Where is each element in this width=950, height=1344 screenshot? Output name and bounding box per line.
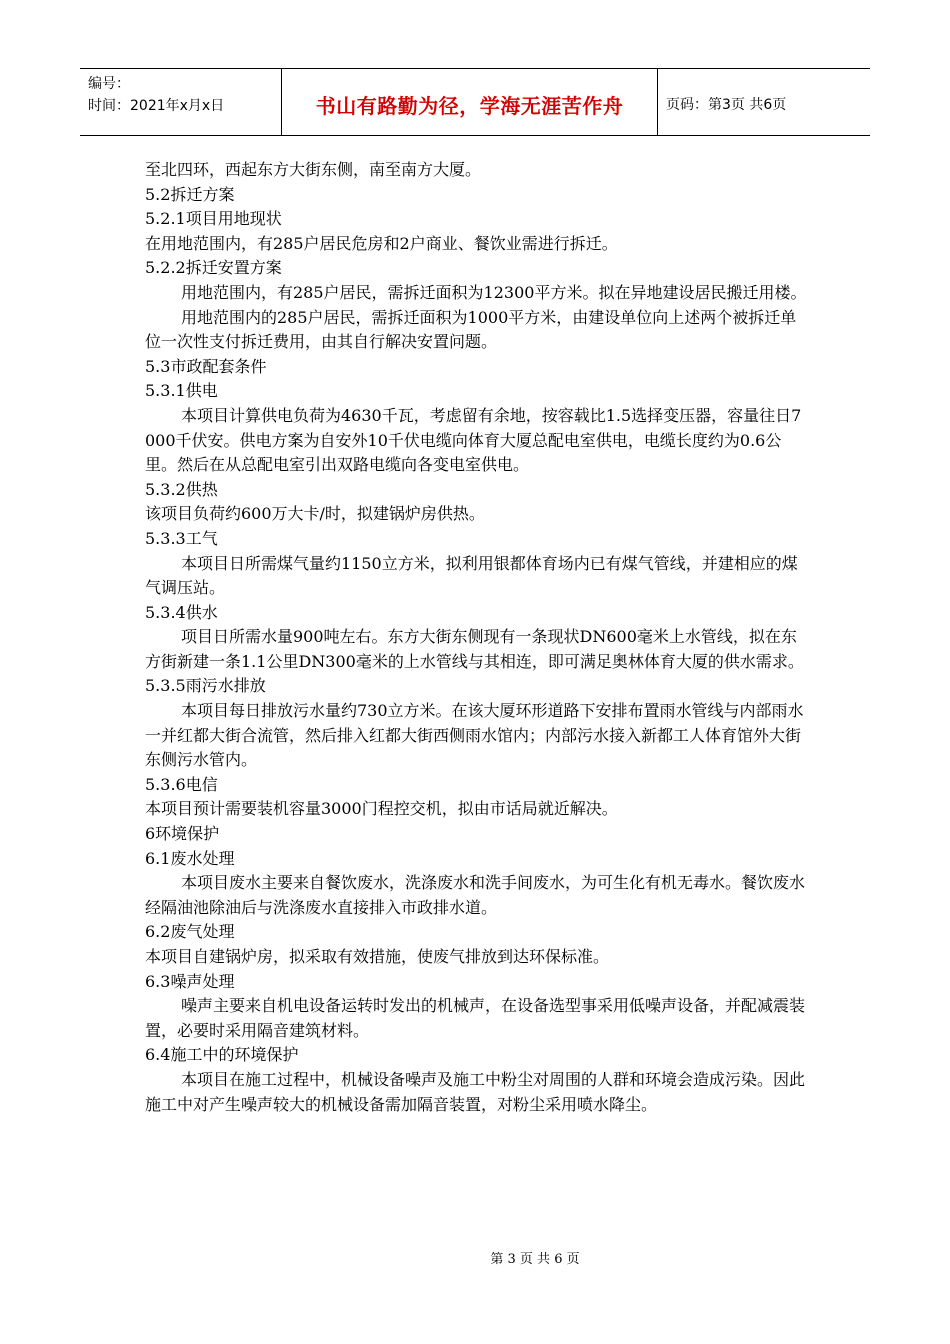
paragraph: 5.2.2拆迁安置方案 xyxy=(145,258,282,278)
motto-text: 书山有路勤为径，学海无涯苦作舟 xyxy=(315,93,624,118)
paragraph: 本项目计算供电负荷为4630千瓦，考虑留有余地，按容载比1.5选择变压器，容量往日7000千伏安。供电方案为自安外10千伏电缆向体育大厦总配电室供电，电缆长度约为0.6公里。然后在从总配电室引出双路电缆向各变电室供电。 xyxy=(145,405,802,475)
paragraph: 5.3.5雨污水排放 xyxy=(145,676,266,696)
paragraph: 5.3.6电信 xyxy=(145,774,218,794)
paragraph: 本项目日所需煤气量约1150立方米，拟利用银都体育场内已有煤气管线，并建相应的煤气调压站。 xyxy=(145,553,798,598)
paragraph: 用地范围内的285户居民，需拆迁面积为1000平方米，由建设单位向上述两个被拆迁单位一次性支付拆迁费用，由其自行解决安置问题。 xyxy=(145,307,797,352)
time-label: 时间：2021年x月x日 xyxy=(88,98,225,114)
document-body xyxy=(145,158,810,1117)
page-info-text: 页码：第3页 共6页 xyxy=(666,97,787,113)
paragraph: 6环境保护 xyxy=(145,824,220,844)
header-motto-cell xyxy=(282,69,658,135)
paragraph: 5.3.4供水 xyxy=(145,602,218,622)
paragraph: 5.2.1项目用地现状 xyxy=(145,209,282,229)
page-header xyxy=(80,68,870,136)
paragraph: 在用地范围内，有285户居民危房和2户商业、餐饮业需进行拆迁。 xyxy=(145,233,618,253)
paragraph: 该项目负荷约600万大卡/时，拟建锅炉房供热。 xyxy=(145,504,485,524)
paragraph: 本项目预计需要装机容量3000门程控交机，拟由市话局就近解决。 xyxy=(145,799,618,819)
paragraph: 5.3市政配套条件 xyxy=(145,356,267,376)
paragraph: 至北四环，西起东方大街东侧，南至南方大厦。 xyxy=(145,160,482,179)
paragraph: 本项目每日排放污水量约730立方米。在该大厦环形道路下安排布置雨水管线与内部雨水一并红都大街合流管，然后排入红都大街西侧雨水馆内；内部污水接入新都工人体育馆外大街东侧污水管内。 xyxy=(145,701,804,770)
footer-page-number: 第 3 页 共 6 页 xyxy=(490,1252,580,1267)
paragraph: 6.3噪声处理 xyxy=(145,971,235,991)
paragraph: 本项目在施工过程中，机械设备噪声及施工中粉尘对周围的人群和环境会造成污染。因此施工中对产生噪声较大的机械设备需加隔音装置，对粉尘采用喷水降尘。 xyxy=(145,1069,806,1114)
header-meta xyxy=(80,69,282,135)
paragraph: 5.2拆迁方案 xyxy=(145,184,235,204)
paragraph: 6.1废水处理 xyxy=(145,848,235,868)
paragraph: 项目日所需水量900吨左右。东方大街东侧现有一条现状DN600毫米上水管线，拟在东方街新建一条1.1公里DN300毫米的上水管线与其相连，即可满足奥林体育大厦的供水需求。 xyxy=(145,627,804,671)
header-page-info xyxy=(658,69,870,135)
paragraph: 5.3.2供热 xyxy=(145,479,218,499)
paragraph: 噪声主要来自机电设备运转时发出的机械声，在设备选型事采用低噪声设备，并配减震装置，必要时采用隔音建筑材料。 xyxy=(145,996,806,1040)
page-footer xyxy=(0,1248,950,1267)
paragraph: 6.4施工中的环境保护 xyxy=(145,1045,299,1065)
paragraph: 用地范围内，有285户居民，需拆迁面积为12300平方米。拟在异地建设居民搬迁用楼。 xyxy=(181,282,807,302)
paragraph: 5.3.1供电 xyxy=(145,381,218,401)
paragraph: 6.2废气处理 xyxy=(145,922,235,942)
paragraph: 本项目废水主要来自餐饮废水，洗涤废水和洗手间废水，为可生化有机无毒水。餐饮废水经隔油池除油后与洗涤废水直接排入市政排水道。 xyxy=(145,873,806,917)
number-label: 编号： xyxy=(88,76,130,92)
paragraph: 本项目自建锅炉房，拟采取有效措施，使废气排放到达环保标准。 xyxy=(145,947,610,966)
paragraph: 5.3.3工气 xyxy=(145,528,218,548)
